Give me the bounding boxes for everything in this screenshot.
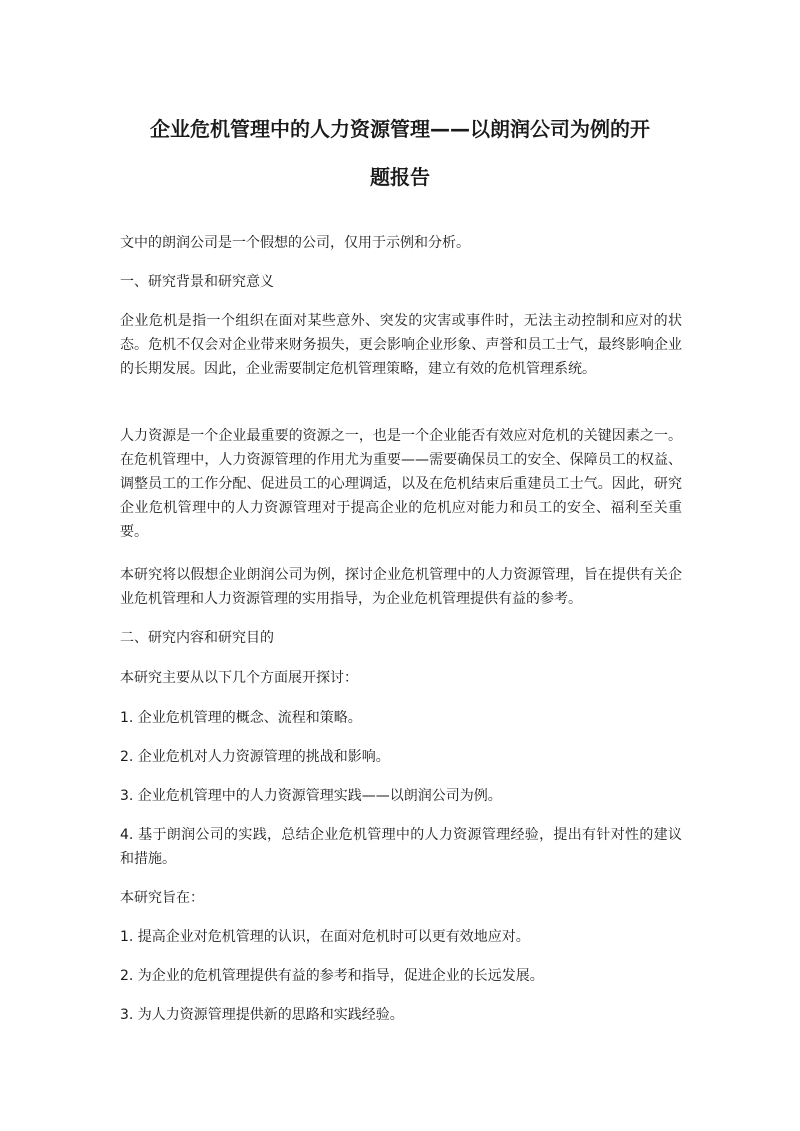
list-item-goal-1: 1. 提高企业对危机管理的认识，在面对危机时可以更有效地应对。 — [120, 929, 530, 945]
section-heading-content: 二、研究内容和研究目的 — [120, 630, 274, 646]
document-title-line1: 企业危机管理中的人力资源管理——以朗润公司为例的开 — [150, 117, 650, 141]
paragraph-crisis-definition: 企业危机是指一个组织在面对某些意外、突发的灾害或事件时，无法主动控制和应对的状态。危机不仅会对企业带来财务损失，更会影响企业形象、声誉和员工士气，最终影响企业的长期发展。因此，企业需要制定危机管理策略，建立有效的危机管理系统。 — [120, 313, 682, 377]
intro-note: 文中的朗润公司是一个假想的公司，仅用于示例和分析。 — [120, 235, 470, 251]
document-title-line2: 题报告 — [370, 165, 430, 189]
paragraph-aspects-intro: 本研究主要从以下几个方面展开探讨： — [120, 670, 358, 686]
paragraph-goals-intro: 本研究旨在： — [120, 890, 204, 906]
section-heading-background: 一、研究背景和研究意义 — [120, 274, 274, 290]
list-item-goal-2: 2. 为企业的危机管理提供有益的参考和指导，促进企业的长远发展。 — [120, 968, 544, 984]
list-item-aspect-3: 3. 企业危机管理中的人力资源管理实践——以朗润公司为例。 — [120, 788, 502, 804]
paragraph-hr-importance: 人力资源是一个企业最重要的资源之一，也是一个企业能否有效应对危机的关键因素之一。在危机管理中，人力资源管理的作用尤为重要——需要确保员工的安全、保障员工的权益、调整员工的工作分配、促进员工的心理调适，以及在危机结束后重建员工士气。因此，研究企业危机管理中的人力资源管理对于提高企业的危机应对能力和员工的安全、福利至关重要。 — [120, 428, 682, 540]
list-item-aspect-2: 2. 企业危机对人力资源管理的挑战和影响。 — [120, 749, 390, 765]
paragraph-study-purpose: 本研究将以假想企业朗润公司为例，探讨企业危机管理中的人力资源管理，旨在提供有关企业危机管理和人力资源管理的实用指导，为企业危机管理提供有益的参考。 — [120, 567, 682, 607]
list-item-goal-3: 3. 为人力资源管理提供新的思路和实践经验。 — [120, 1007, 404, 1023]
list-item-aspect-1: 1. 企业危机管理的概念、流程和策略。 — [120, 710, 362, 726]
list-item-aspect-4: 4. 基于朗润公司的实践，总结企业危机管理中的人力资源管理经验，提出有针对性的建议和措施。 — [120, 827, 682, 867]
